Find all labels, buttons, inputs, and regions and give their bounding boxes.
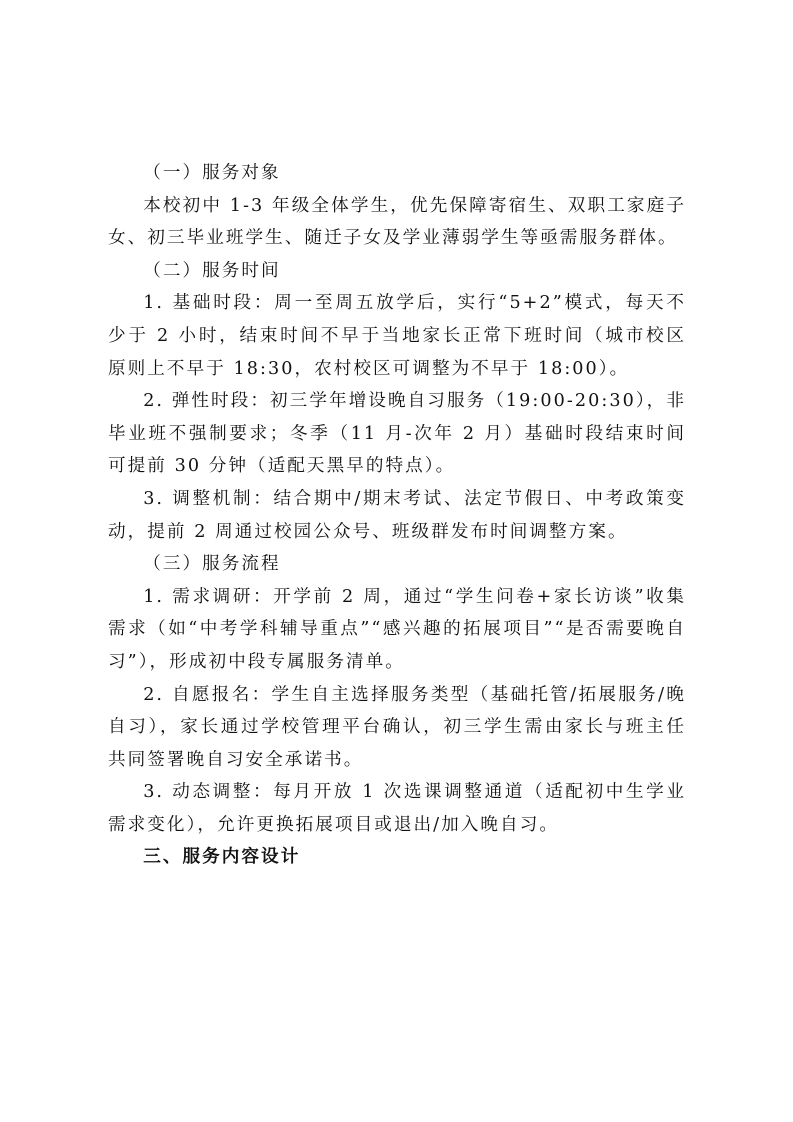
section-subheading-service-time: （二）服务时间 [143,260,281,281]
section-subheading-service-targets: （一）服务对象 [143,163,281,183]
section-subheading-service-process: （三）服务流程 [143,554,281,575]
paragraph-flexible-period: 2. 弹性时段：初三学年增设晚自习服务（19:00-20:30），非毕业班不强制要求；冬季（11 月-次年 2 月）基础时段结束时间可提前 30 分钟（适配天黑早的特点）。 [108,391,686,477]
paragraph-basic-period: 1. 基础时段：周一至周五放学后，实行“5+2”模式，每天不少于 2 小时，结束时间不早于当地家长正常下班时间（城市校区原则上不早于 18:30，农村校区可调整为不早于 18:00）。 [108,293,686,379]
section-heading-service-content-design: 三、服务内容设计 [143,847,301,868]
paragraph-service-targets: 本校初中 1-3 年级全体学生，优先保障寄宿生、双职工家庭子女、初三毕业班学生、随迁子女及学业薄弱学生等亟需服务群体。 [108,195,686,249]
paragraph-adjustment-mechanism: 3. 调整机制：结合期中/期末考试、法定节假日、中考政策变动，提前 2 周通过校园公众号、班级群发布时间调整方案。 [108,488,686,542]
paragraph-voluntary-signup: 2. 自愿报名：学生自主选择服务类型（基础托管/拓展服务/晚自习），家长通过学校管理平台确认，初三学生需由家长与班主任共同签署晚自习安全承诺书。 [108,684,686,770]
paragraph-dynamic-adjustment: 3. 动态调整：每月开放 1 次选课调整通道（适配初中生学业需求变化），允许更换拓展项目或退出/加入晚自习。 [108,782,686,835]
paragraph-needs-survey: 1. 需求调研：开学前 2 周，通过“学生问卷+家长访谈”收集需求（如“中考学科辅导重点”“感兴趣的拓展项目”“是否需要晚自习”），形成初中段专属服务清单。 [108,586,686,672]
document-body [108,157,686,874]
